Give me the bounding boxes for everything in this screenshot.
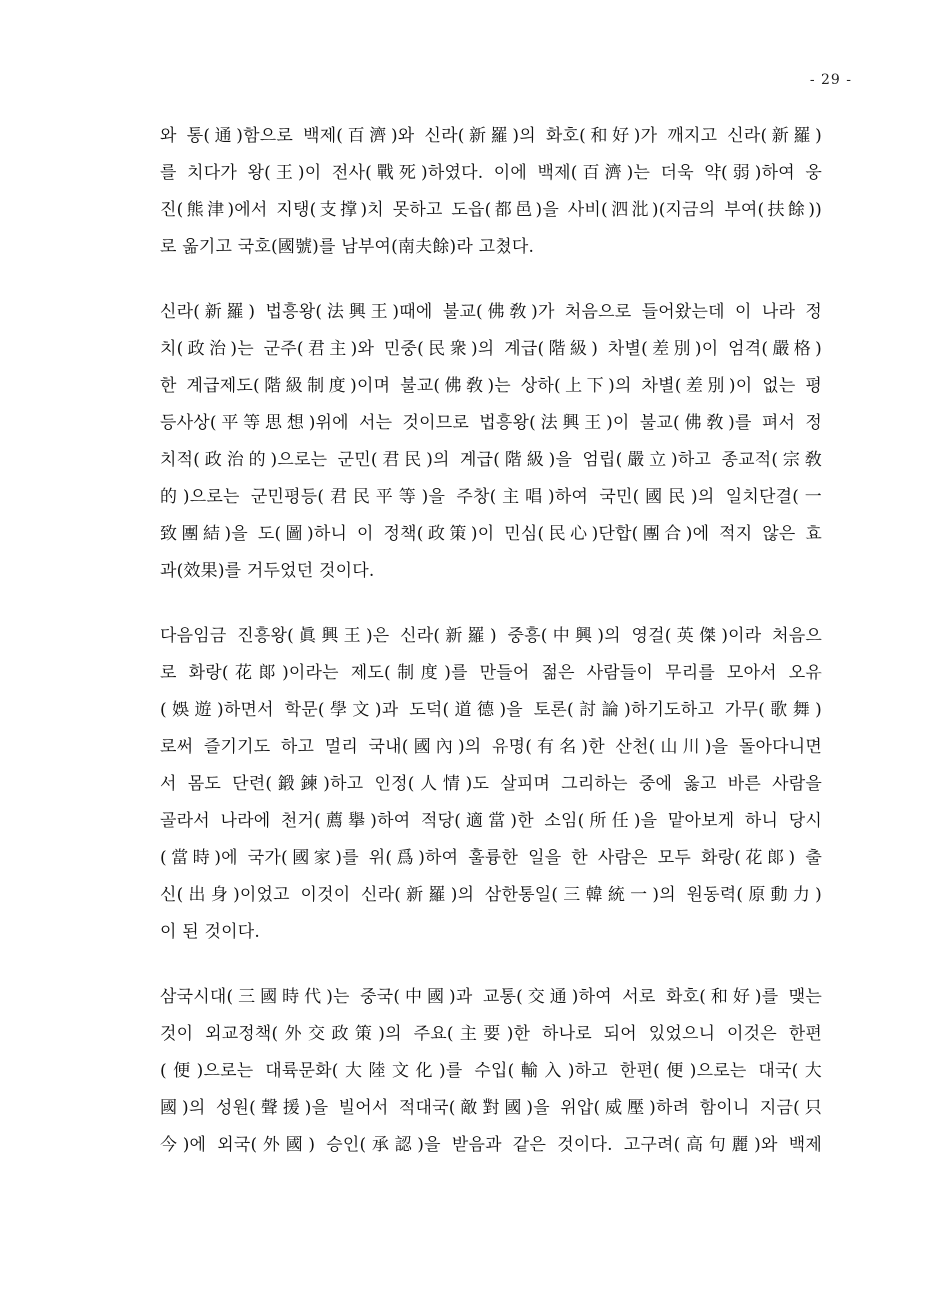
text-line: 致團結)을 도(圖)하니 이 정책(政策)이 민심(民心)단합(團合)에 적지 않은 효 [160,524,822,544]
text-line: 신라(新羅) 법흥왕(法興王)때에 불교(佛敎)가 처음으로 들어왔는데 이 나라 정 [160,302,822,322]
paragraph-3 [160,618,822,951]
text-line: 로 옮기고 국호(國號)를 남부여(南夫餘)라 고쳤다. [160,237,535,257]
text-line: (當時)에 국가(國家)를 위(爲)하여 훌륭한 일을 한 사람은 모두 화랑(花郞) 출 [160,848,822,868]
paragraph-4 [160,979,822,1164]
text-line: 를 치다가 왕(王)이 전사(戰死)하였다. 이에 백제(百濟)는 더욱 약(弱)하여 웅 [160,163,822,183]
text-line: 이 된 것이다. [160,922,260,942]
text-line: 로써 즐기기도 하고 멀리 국내(國內)의 유명(有名)한 산천(山川)을 돌아다니면 [160,737,822,757]
paragraph-1 [160,118,822,266]
text-line: 골라서 나라에 천거(薦擧)하여 적당(適當)한 소임(所任)을 맡아보게 하니 당시 [160,811,822,831]
text-line: 今)에 외국(外國) 승인(承認)을 받음과 같은 것이다. 고구려(高句麗)와 백제 [160,1135,822,1155]
text-line: 한 계급제도(階級制度)이며 불교(佛敎)는 상하(上下)의 차별(差別)이 없는 평 [160,376,822,396]
text-line: 치(政治)는 군주(君主)와 민중(民衆)의 계급(階級) 차별(差別)이 엄격(嚴格) [160,339,822,359]
document-body [160,118,822,1192]
text-line: 삼국시대(三國時代)는 중국(中國)과 교통(交通)하여 서로 화호(和好)를 맺는 [160,987,822,1007]
text-line: 와 통(通)함으로 백제(百濟)와 신라(新羅)의 화호(和好)가 깨지고 신라(新羅) [160,126,822,146]
text-line: 서 몸도 단련(鍛鍊)하고 인정(人情)도 살피며 그리하는 중에 옳고 바른 사람을 [160,774,822,794]
text-line: 國)의 성원(聲援)을 빌어서 적대국(敵對國)을 위압(威壓)하려 함이니 지금(只 [160,1098,822,1118]
text-line: 치적(政治的)으로는 군민(君民)의 계급(階級)을 엄립(嚴立)하고 종교적(宗敎 [160,450,822,470]
paragraph-2 [160,294,822,590]
text-line: 것이 외교정책(外交政策)의 주요(主要)한 하나로 되어 있었으니 이것은 한편 [160,1024,822,1044]
text-line: (娛遊)하면서 학문(學文)과 도덕(道德)을 토론(討論)하기도하고 가무(歌舞) [160,700,822,720]
text-line: 진(熊津)에서 지탱(支撑)치 못하고 도읍(都邑)을 사비(泗沘)(지금의 부여(扶餘)) [160,200,822,220]
text-line: 的)으로는 군민평등(君民平等)을 주창(主唱)하여 국민(國民)의 일치단결(一 [160,487,822,507]
text-line: 로 화랑(花郞)이라는 제도(制度)를 만들어 젊은 사람들이 무리를 모아서 오유 [160,663,822,683]
page-number: - 29 - [809,72,852,88]
text-line: 신(出身)이었고 이것이 신라(新羅)의 삼한통일(三韓統一)의 원동력(原動力) [160,885,822,905]
text-line: (便)으로는 대륙문화(大陸文化)를 수입(輸入)하고 한편(便)으로는 대국(大 [160,1061,822,1081]
text-line: 과(效果)를 거두었던 것이다. [160,561,375,581]
text-line: 다음임금 진흥왕(眞興王)은 신라(新羅) 중흥(中興)의 영걸(英傑)이라 처음으 [160,626,822,646]
text-line: 등사상(平等思想)위에 서는 것이므로 법흥왕(法興王)이 불교(佛敎)를 펴서 정 [160,413,822,433]
